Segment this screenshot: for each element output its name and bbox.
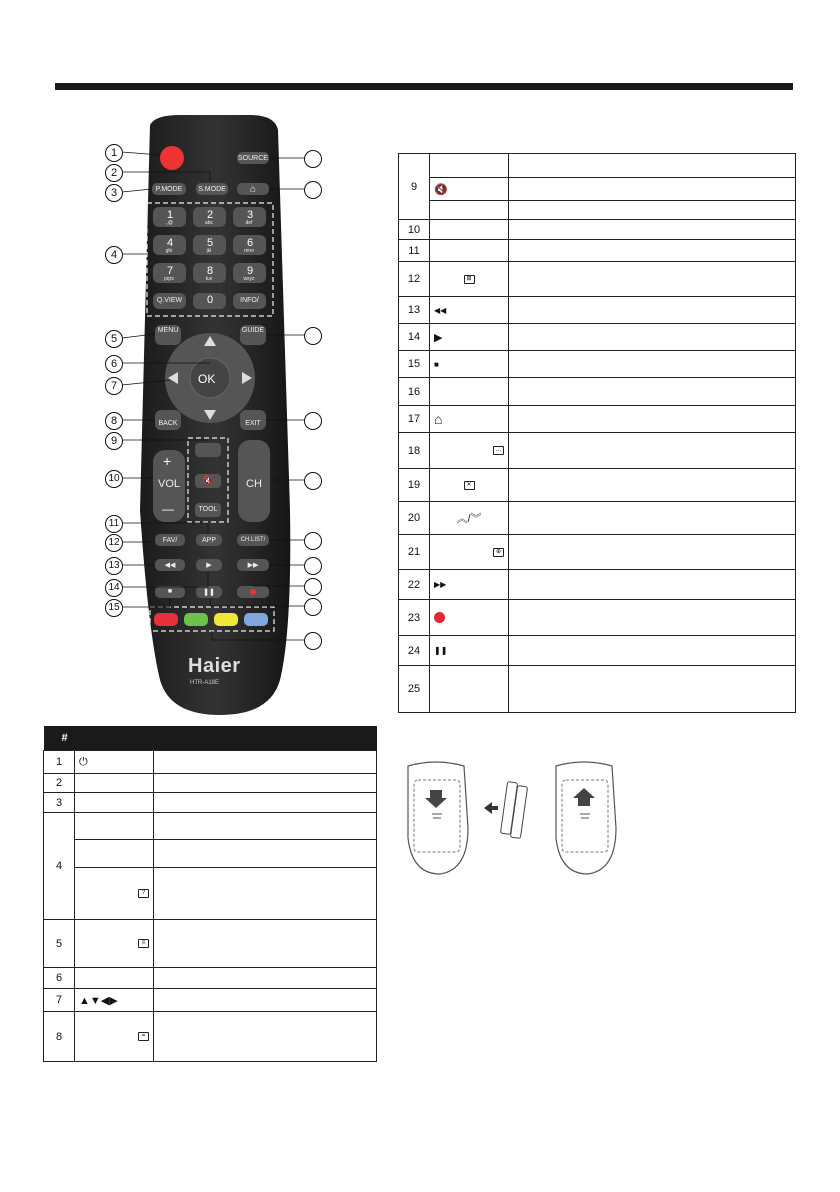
stop-icon: ■: [430, 351, 509, 378]
digit-5-letters: jkl: [206, 248, 212, 254]
exit-key-label: EXIT: [245, 420, 261, 427]
source-key-label: SOURCE: [238, 155, 268, 162]
callout-right-record: [304, 578, 322, 596]
record-icon: [434, 612, 445, 623]
pmode-key-label: P.MODE: [155, 186, 183, 193]
callout-right-exit: [304, 412, 322, 430]
callout-right-ff: [304, 557, 322, 575]
vol-minus-label: —: [162, 502, 174, 516]
digit-3-letters: def: [245, 220, 253, 226]
row-num-20: 20: [399, 502, 430, 535]
callout-7: 7: [105, 377, 123, 395]
digit-1: 1: [166, 209, 174, 221]
row-num-11: 11: [399, 240, 430, 262]
tool-key-label: TOOL: [198, 506, 218, 513]
color-key-2: [214, 613, 238, 626]
app-key-label: APP: [201, 537, 216, 544]
row-num-18: 18: [399, 433, 430, 469]
callout-1: 1: [105, 144, 123, 162]
callout-right-pause: [304, 598, 322, 616]
row-num-15: 15: [399, 351, 430, 378]
callout-14: 14: [105, 579, 123, 597]
play-icon: ▶: [206, 562, 212, 569]
qview-key-label: Q.VIEW: [156, 297, 183, 304]
power-icon: ⏻: [75, 751, 154, 774]
row-num-23: 23: [399, 600, 430, 636]
right-key-table: [398, 153, 796, 713]
ch-key-label: CH: [246, 478, 262, 490]
digit-4-letters: ghi: [165, 248, 173, 254]
mute-icon: 🔇: [430, 178, 509, 201]
digit-8-letters: tuv: [205, 276, 213, 282]
digit-8: 8: [206, 265, 214, 277]
fast-forward-icon: ▶▶: [247, 562, 259, 569]
home-icon: ⌂: [430, 406, 509, 433]
row-num-17: 17: [399, 406, 430, 433]
callout-12: 12: [105, 534, 123, 552]
row-num-13: 13: [399, 297, 430, 324]
callout-3: 3: [105, 184, 123, 202]
digit-1-letters: .,@: [165, 220, 173, 226]
callout-right-chlist: [304, 532, 322, 550]
arrow-keys-icon: ▲▼◀▶: [75, 989, 154, 1012]
digit-2: 2: [206, 209, 214, 221]
row-num-7: 7: [44, 989, 75, 1012]
power-button: [160, 146, 184, 170]
vol-key-label: VOL: [157, 478, 180, 490]
digit-6: 6: [246, 237, 254, 249]
row-num-12: 12: [399, 262, 430, 297]
callout-right-color-keys: [304, 632, 322, 650]
row-num-25: 25: [399, 666, 430, 713]
teletext-icon: ≡: [138, 939, 149, 948]
left-key-table: [43, 726, 377, 1062]
digit-4: 4: [166, 237, 174, 249]
row-num-21: 21: [399, 535, 430, 570]
row-num-14: 14: [399, 324, 430, 351]
row-num-8: 8: [44, 1012, 75, 1062]
row-num-10: 10: [399, 220, 430, 240]
digit-7: 7: [166, 265, 174, 277]
color-key-0: [154, 613, 178, 626]
battery-insert-illustration: [478, 778, 534, 848]
row-num-4: 4: [44, 813, 75, 920]
pause-icon: ❚❚: [430, 636, 509, 666]
callout-6: 6: [105, 355, 123, 373]
cancel-icon: ✕: [464, 481, 475, 490]
digit-2-letters: abc: [204, 220, 214, 226]
callout-13: 13: [105, 557, 123, 575]
callout-right-guide: [304, 327, 322, 345]
left-table-header: #: [44, 726, 377, 751]
callout-5: 5: [105, 330, 123, 348]
info-key-label: INFO/: [240, 297, 259, 304]
rewind-icon: ◀◀: [430, 297, 509, 324]
channel-up-down-icon: ︽/︾: [430, 502, 509, 535]
chlist-key-label: CH.LIST/: [240, 537, 266, 543]
back-key-label: BACK: [158, 420, 178, 427]
battery-cover-open-illustration: [400, 758, 472, 878]
ok-key-label: OK: [198, 372, 216, 386]
mute-icon: 🔇: [203, 476, 213, 485]
model-number: HTR-A18E: [190, 680, 220, 686]
color-key-3: [244, 613, 268, 626]
play-icon: ▶: [430, 324, 509, 351]
row-num-16: 16: [399, 378, 430, 406]
smode-key-label: S.MODE: [198, 186, 226, 193]
reveal-icon: ⊕: [493, 548, 504, 557]
row-num-2: 2: [44, 774, 75, 793]
callout-10: 10: [105, 470, 123, 488]
callout-4: 4: [105, 246, 123, 264]
pause-icon: ❚❚: [203, 589, 215, 596]
battery-cover-close-illustration: [548, 758, 620, 878]
digit-9-letters: wxyz: [243, 276, 255, 282]
digit-7-letters: pqrs: [164, 276, 174, 282]
callout-8: 8: [105, 412, 123, 430]
remote-illustration: [100, 110, 340, 725]
callout-right-home: [304, 181, 322, 199]
text-help-icon: ?: [138, 889, 149, 898]
color-key-1: [184, 613, 208, 626]
row-num-24: 24: [399, 636, 430, 666]
row-num-9: 9: [399, 154, 430, 220]
row-num-6: 6: [44, 968, 75, 989]
vol-plus-label: +: [163, 453, 172, 469]
subtitle-icon: …: [493, 446, 504, 455]
digit-9: 9: [246, 265, 254, 277]
row-num-19: 19: [399, 469, 430, 502]
callout-right-source: [304, 150, 322, 168]
row-num-1: 1: [44, 751, 75, 774]
fast-forward-icon: ▶▶: [430, 570, 509, 600]
zoom-icon: ⊞: [464, 275, 475, 284]
callout-2: 2: [105, 164, 123, 182]
callout-15: 15: [105, 599, 123, 617]
row-num-22: 22: [399, 570, 430, 600]
header-rule: [55, 83, 793, 90]
rewind-icon: ◀◀: [164, 562, 176, 569]
home-icon: ⌂: [249, 184, 257, 195]
digit-3: 3: [246, 209, 254, 221]
callout-right-ch: [304, 472, 322, 490]
guide-key-label: GUIDE: [241, 327, 265, 334]
row-num-3: 3: [44, 793, 75, 813]
row-num-5: 5: [44, 920, 75, 968]
digit-5: 5: [206, 237, 214, 249]
brand-logo: Haier: [188, 655, 241, 677]
digit-6-letters: mno: [244, 248, 254, 254]
menu-key-label: MENU: [157, 327, 179, 334]
subpage-icon: =: [138, 1032, 149, 1041]
digit-0: 0: [206, 294, 214, 306]
callout-11: 11: [105, 515, 123, 533]
fav-key-label: FAV/: [162, 537, 178, 544]
stop-icon: ■: [167, 588, 173, 595]
callout-9: 9: [105, 432, 123, 450]
